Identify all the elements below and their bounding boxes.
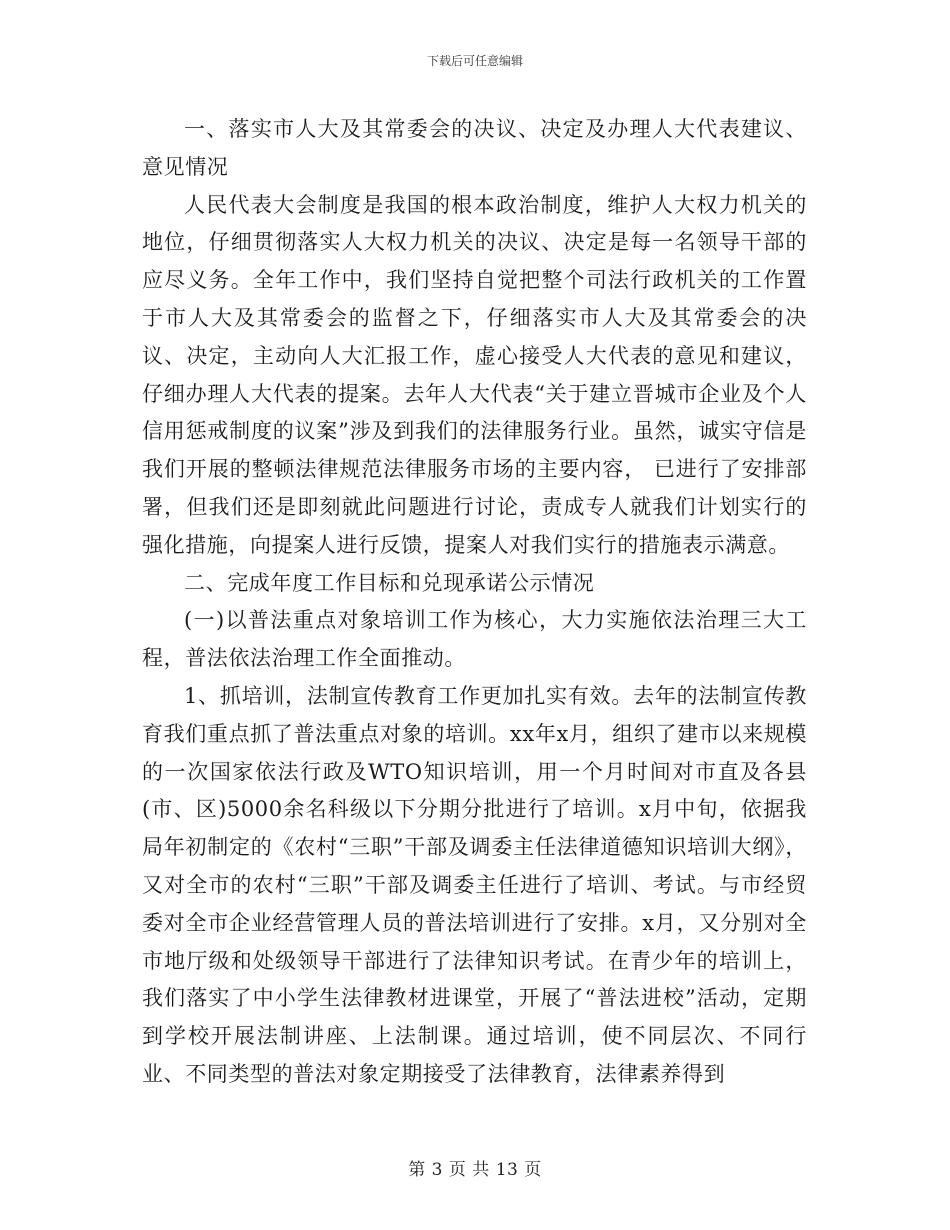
section-heading-2: 二、完成年度工作目标和兑现承诺公示情况	[184, 570, 595, 595]
page-header-note: 下载后可任意编辑	[426, 54, 523, 68]
body-paragraph: 1、抓培训，法制宣传教育工作更加扎实有效。去年的法制宣传教育我们重点抓了普法重点对象的培训。xx年x月，组织了建市以来规模的一次国家依法行政及WTO知识培训，用一个月时间对市直及各县(市、区)5000余名科级以下分期分批进行了培训。x月中旬，依据我局年初制定的《农村“三职”干部及调委主任法律道德知识培训大纲》，又对全市的农村“三职”干部及调委主任进行了培训、考试。与市经贸委对全市企业经营管理人员的普法培训进行了安排。x月，又分别对全市地厅级和处级领导干部进行了法律知识考试。在青少年的培训上，我们落实了中小学生法律教材进课堂，开展了“普法进校”活动，定期到学校开展法制讲座、上法制课。通过培训，使不同层次、不同行业、不同类型的普法对象定期接受了法律教育，法律素养得到	[142, 683, 807, 1086]
page-number-footer: 第 3 页 共 13 页	[408, 1160, 542, 1180]
document-body	[142, 111, 807, 1094]
body-paragraph: 人民代表大会制度是我国的根本政治制度，维护人大权力机关的地位，仔细贯彻落实人大权力机关的决议、决定是每一名领导干部的应尽义务。全年工作中，我们坚持自觉把整个司法行政机关的工作置于市人大及其常委会的监督之下，仔细落实市人大及其常委会的决议、决定，主动向人大汇报工作，虚心接受人大代表的意见和建议，仔细办理人大代表的提案。去年人大代表“关于建立晋城市企业及个人信用惩戒制度的议案”涉及到我们的法律服务行业。虽然，诚实守信是我们开展的整顿法律规范法律服务市场的主要内容， 已进行了安排部署，但我们还是即刻就此问题进行讨论，责成专人就我们计划实行的强化措施，向提案人进行反馈，提案人对我们实行的措施表示满意。	[142, 192, 807, 557]
section-heading-1: 一、落实市人大及其常委会的决议、决定及办理人大代表建议、意见情况	[142, 117, 807, 179]
subsection-heading: (一)以普法重点对象培训工作为核心，大力实施依法治理三大工程，普法依法治理工作全面推动。	[142, 608, 807, 671]
